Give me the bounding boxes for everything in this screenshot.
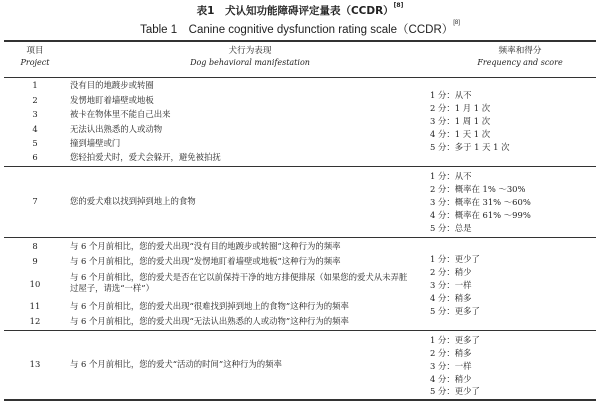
- score-option: 1 分：更少了: [430, 254, 480, 264]
- row-behavior: 撞到墙壁或门: [70, 138, 121, 148]
- score-option: 5 分：总是: [430, 223, 472, 233]
- score-option: 4 分：稍多: [430, 293, 472, 303]
- row-behavior: 没有目的地踱步或转圈: [70, 80, 154, 90]
- bottom-rule: [4, 399, 596, 401]
- score-option: 2 分：稍多: [430, 348, 472, 358]
- score-option: 2 分：概率在 1% ～30%: [430, 184, 526, 194]
- row-number: 7: [32, 196, 38, 206]
- score-option: 5 分：更少了: [430, 386, 480, 396]
- row-behavior: 您的爱犬难以找到掉到地上的食物: [70, 196, 196, 206]
- score-option: 5 分：更多了: [430, 306, 480, 316]
- row-behavior: 与 6 个月前相比，您的爱犬“活动的时间”这种行为的频率: [70, 359, 282, 369]
- row-number: 1: [32, 80, 38, 90]
- top-rule: [4, 40, 596, 42]
- score-option: 2 分：稍少: [430, 267, 472, 277]
- row-number: 9: [32, 256, 38, 266]
- row-number: 12: [29, 316, 41, 326]
- score-option: 1 分：从不: [430, 171, 472, 181]
- row-behavior: 与 6 个月前相比，您的爱犬是否在它以前保持干净的地方排便排尿（如果您的爱犬从未弄脏过屋子，请选“一样”）: [70, 272, 408, 293]
- score-option: 2 分：1 月 1 次: [430, 103, 491, 113]
- row-behavior: 发愣地盯着墙壁或地板: [70, 95, 154, 105]
- group-rule-3: [4, 330, 596, 331]
- row-behavior: 无法认出熟悉的人或动物: [70, 124, 163, 134]
- score-option: 5 分：多于 1 天 1 次: [430, 142, 510, 152]
- score-option: 3 分：概率在 31% ～60%: [430, 197, 531, 207]
- group-rule-2: [4, 237, 596, 238]
- row-behavior: 您轻拍爱犬时，爱犬会躲开，避免被拍抚: [70, 152, 221, 162]
- header-project: 项目 Project: [20, 46, 50, 67]
- row-number: 3: [32, 109, 38, 119]
- row-behavior: 与 6 个月前相比，您的爱犬出现“很难找到掉到地上的食物”这种行为的频率: [70, 301, 349, 311]
- row-behavior: 被卡在物体里不能自己出来: [70, 109, 171, 119]
- score-option: 1 分：更多了: [430, 335, 480, 345]
- score-option: 4 分：概率在 61% ～99%: [430, 210, 531, 220]
- row-number: 5: [32, 138, 38, 148]
- row-behavior: 与 6 个月前相比，您的爱犬出现“发愣地盯着墙壁或地板”这种行为的频率: [70, 256, 341, 266]
- row-number: 10: [29, 279, 41, 289]
- score-option: 4 分：1 天 1 次: [430, 129, 491, 139]
- row-number: 2: [32, 95, 38, 105]
- row-behavior: 与 6 个月前相比，您的爱犬出现“无法认出熟悉的人或动物”这种行为的频率: [70, 316, 349, 326]
- header-frequency: 频率和得分 Frequency and score: [477, 46, 563, 67]
- row-number: 8: [32, 241, 38, 251]
- score-option: 1 分：从不: [430, 90, 472, 100]
- score-option: 3 分：1 周 1 次: [430, 116, 491, 126]
- header-behavior: 犬行为表现 Dog behavioral manifestation: [190, 46, 310, 67]
- row-behavior: 与 6 个月前相比，您的爱犬出现“没有目的地踱步或转圈”这种行为的频率: [70, 241, 341, 251]
- score-option: 3 分：一样: [430, 361, 472, 371]
- score-option: 3 分：一样: [430, 280, 472, 290]
- row-number: 13: [29, 359, 41, 369]
- row-number: 11: [29, 301, 41, 311]
- table-title-en: Table 1 Canine cognitive dysfunction rating scale（CCDR）[8]: [140, 20, 460, 36]
- table-title-cn: 表1 犬认知功能障碍评定量表（CCDR）[8]: [196, 2, 404, 17]
- header-rule: [4, 77, 596, 78]
- score-option: 4 分：稍少: [430, 374, 472, 384]
- group-rule-1: [4, 166, 596, 167]
- row-number: 4: [32, 124, 38, 134]
- row-number: 6: [32, 152, 38, 162]
